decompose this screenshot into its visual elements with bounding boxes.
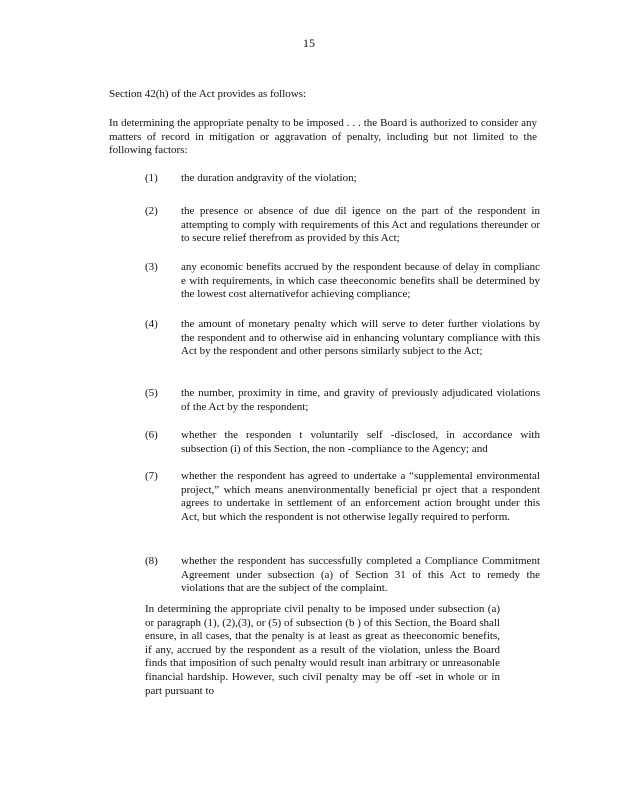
quoted-paragraph: In determining the appropriate penalty to be imposed . . . the Board is authorized to consider any matters of record in mitigation or aggravation of penalty, including but not limited to the following factors: xyxy=(109,117,537,157)
list-item xyxy=(145,555,540,601)
list-item xyxy=(145,429,540,470)
item-number: (4) xyxy=(145,318,158,330)
item-text: the number, proximity in time, and gravity of previously adjudicated violations of the Act by the respondent; xyxy=(181,387,540,413)
item-text: whether the responden t voluntarily self -disclosed, in accordance with subsection (i) of this Section, the non -compliance to the Agency; and xyxy=(181,429,540,455)
closing-paragraph: In determining the appropriate civil penalty to be imposed under subsection (a) or paragraph (1), (2),(3), or (5) of subsection (b ) of this Section, the Board shall ensure, in all cases, that the penalty is at least as great as theeconomic benefits, if any, accrued by the respondent as a result of the violation, unless the Board finds that imposition of such penalty would result inan arbitrary or unreasonable financial hardship. However, such civil penalty may be off -set in whole or in part pursuant to xyxy=(145,603,500,697)
item-text: any economic benefits accrued by the respondent because of delay in complianc e with requirements, in which case theeconomic benefits shall be determined by the lowest cost alternativefor achieving compliance; xyxy=(181,261,540,301)
list-item xyxy=(145,261,540,318)
item-number: (2) xyxy=(145,205,158,217)
item-text: the duration andgravity of the violation; xyxy=(181,172,357,184)
item-text: the presence or absence of due dil igence on the part of the respondent in attempting to comply with requirements of this Act and regulations thereunder or to secure relief therefrom as provided by this Act; xyxy=(181,205,540,245)
item-number: (6) xyxy=(145,429,158,441)
list-item xyxy=(145,387,540,429)
section-intro: Section 42(h) of the Act provides as follows: xyxy=(109,88,307,100)
list-item xyxy=(145,205,540,261)
page-number: 15 xyxy=(303,36,315,50)
item-number: (1) xyxy=(145,172,158,184)
item-number: (3) xyxy=(145,261,158,273)
item-number: (8) xyxy=(145,555,158,567)
list-item xyxy=(145,318,540,387)
item-number: (7) xyxy=(145,470,158,482)
item-text: the amount of monetary penalty which will serve to deter further violations by the respondent and to otherwise aid in enhancing voluntary compliance with this Act by the respondent and other persons similarly subject to the Act; xyxy=(181,318,540,358)
list-item xyxy=(145,172,540,205)
list-item xyxy=(145,470,540,555)
item-number: (5) xyxy=(145,387,158,399)
item-text: whether the respondent has successfully completed a Compliance Commitment Agreement under subsection (a) of Section 31 of this Act to remedy the violations that are the subject of the complaint. xyxy=(181,555,540,595)
factor-list xyxy=(145,172,540,601)
item-text: whether the respondent has agreed to undertake a “supplemental environmental project,” which means anenvironmentally beneficial pr oject that a respondent agrees to undertake in settlement of an enforcement action brought under this Act, but which the respondent is not otherwise legally required to perform. xyxy=(181,470,540,523)
